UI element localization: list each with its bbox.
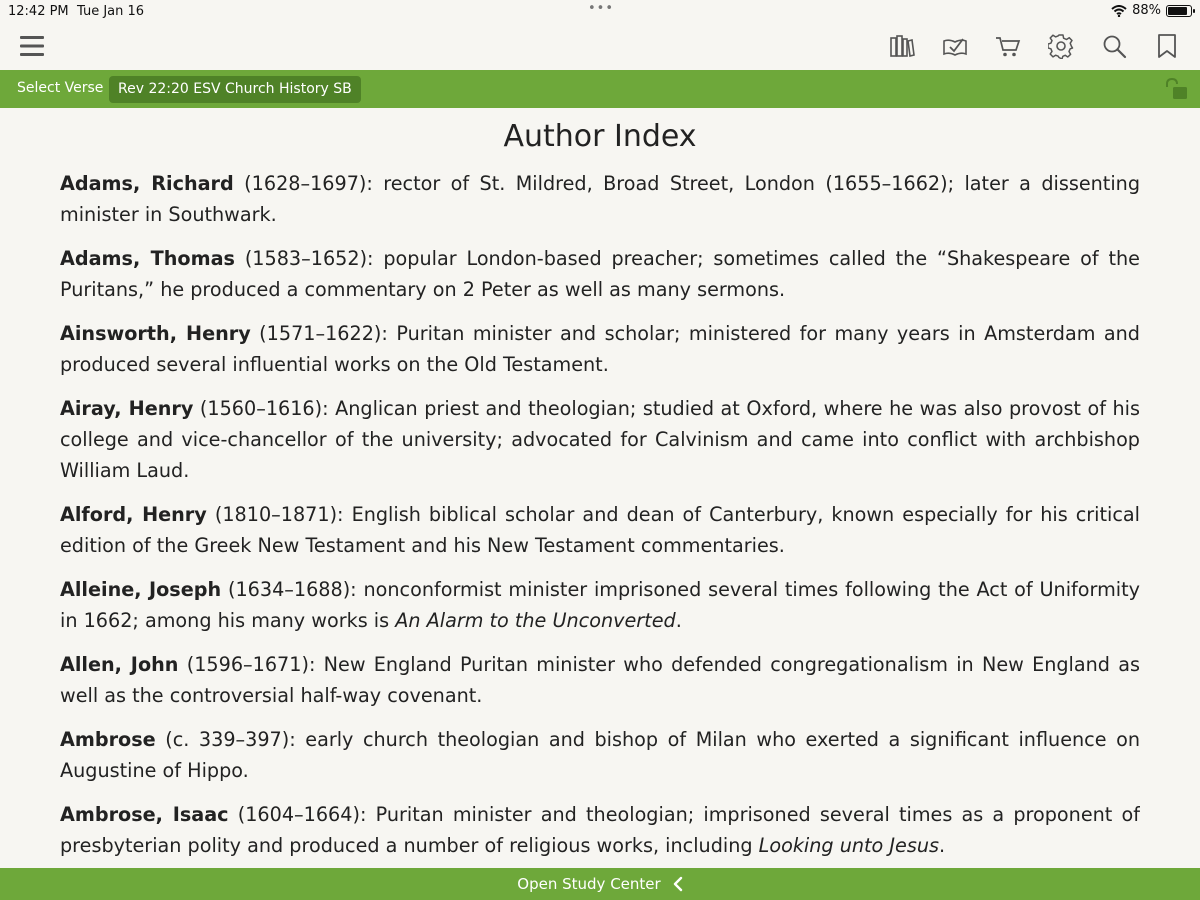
author-name: Ainsworth, Henry <box>60 322 251 345</box>
work-title: Looking unto Jesus <box>758 834 940 857</box>
author-name: Airay, Henry <box>60 397 194 420</box>
status-right <box>1111 3 1192 18</box>
status-date: Tue Jan 16 <box>77 4 145 19</box>
author-description: (c. 339–397): early church theologian and bishop of Milan who exerted a significant influence on Augustine of Hippo. <box>60 728 1140 782</box>
open-study-center-label: Open Study Center <box>517 875 661 893</box>
battery-percent: 88% <box>1132 3 1161 18</box>
entry-trailing-text: . <box>939 834 946 857</box>
bookmark-icon[interactable] <box>1154 33 1180 59</box>
author-description: (1604–1664): Puritan minister and theologian; imprisoned several times as a proponent of presbyterian polity and produced a number of religious works, including <box>60 803 1140 857</box>
author-name: Adams, Richard <box>60 172 234 195</box>
author-name: Alleine, Joseph <box>60 578 222 601</box>
open-study-center-button[interactable] <box>517 868 682 900</box>
bottom-bar <box>0 868 1200 900</box>
reference-button[interactable]: Rev 22:20 ESV Church History SB <box>109 76 361 103</box>
wifi-icon <box>1111 5 1127 17</box>
author-entry <box>60 393 1140 486</box>
battery-icon <box>1166 5 1192 17</box>
author-name: Adams, Thomas <box>60 247 235 270</box>
search-icon[interactable] <box>1101 33 1127 59</box>
author-name: Ambrose, Isaac <box>60 803 229 826</box>
cart-icon[interactable] <box>995 33 1021 59</box>
entry-trailing-text: . <box>675 609 682 632</box>
author-name: Allen, John <box>60 653 179 676</box>
settings-icon[interactable] <box>1048 33 1074 59</box>
author-entry <box>60 724 1140 786</box>
top-toolbar <box>0 22 1200 70</box>
author-entry <box>60 243 1140 305</box>
author-description: (1571–1622): Puritan minister and scholar; ministered for many years in Amsterdam and produced several influential works on the Old Testament. <box>60 322 1140 376</box>
author-entry <box>60 168 1140 230</box>
author-entry <box>60 499 1140 561</box>
author-entry <box>60 574 1140 636</box>
chevron-left-icon <box>673 876 683 892</box>
author-index-content[interactable] <box>60 108 1140 868</box>
author-description: (1560–1616): Anglican priest and theologian; studied at Oxford, where he was also provost of his college and vice-chancellor of the university; advocated for Calvinism and came into conflict with archbishop William Laud. <box>60 397 1140 482</box>
author-description: (1583–1652): popular London-based preacher; sometimes called the “Shakespeare of the Puritans,” he produced a commentary on 2 Peter as well as many sermons. <box>60 247 1140 301</box>
author-entry <box>60 318 1140 380</box>
author-entry <box>60 649 1140 711</box>
author-description: (1634–1688): nonconformist minister imprisoned several times following the Act of Uniformity in 1662; among his many works is <box>60 578 1140 632</box>
verse-bar <box>0 70 1200 108</box>
battery-fill <box>1168 7 1187 15</box>
page-title: Author Index <box>503 119 697 154</box>
author-description: (1596–1671): New England Puritan minister who defended congregationalism in New England as well as the controversial half-way covenant. <box>60 653 1140 707</box>
menu-icon[interactable] <box>19 33 45 59</box>
author-entry <box>60 799 1140 861</box>
status-time: 12:42 PM <box>8 4 69 19</box>
toolbar-icons <box>889 33 1180 59</box>
select-verse-button[interactable]: Select Verse <box>17 80 104 96</box>
author-name: Ambrose <box>60 728 156 751</box>
unlock-icon[interactable] <box>1164 78 1188 100</box>
author-description: (1810–1871): English biblical scholar and dean of Canterbury, known especially for his critical edition of the Greek New Testament and his New Testament commentaries. <box>60 503 1140 557</box>
author-name: Alford, Henry <box>60 503 207 526</box>
reading-plan-icon[interactable] <box>942 33 968 59</box>
status-bar <box>0 0 1200 22</box>
library-icon[interactable] <box>889 33 915 59</box>
multitask-dots[interactable]: ••• <box>588 1 615 16</box>
entry-list <box>60 168 1140 861</box>
author-description: (1628–1697): rector of St. Mildred, Broad Street, London (1655–1662); later a dissenting minister in Southwark. <box>60 172 1140 226</box>
work-title: An Alarm to the Unconverted <box>395 609 676 632</box>
